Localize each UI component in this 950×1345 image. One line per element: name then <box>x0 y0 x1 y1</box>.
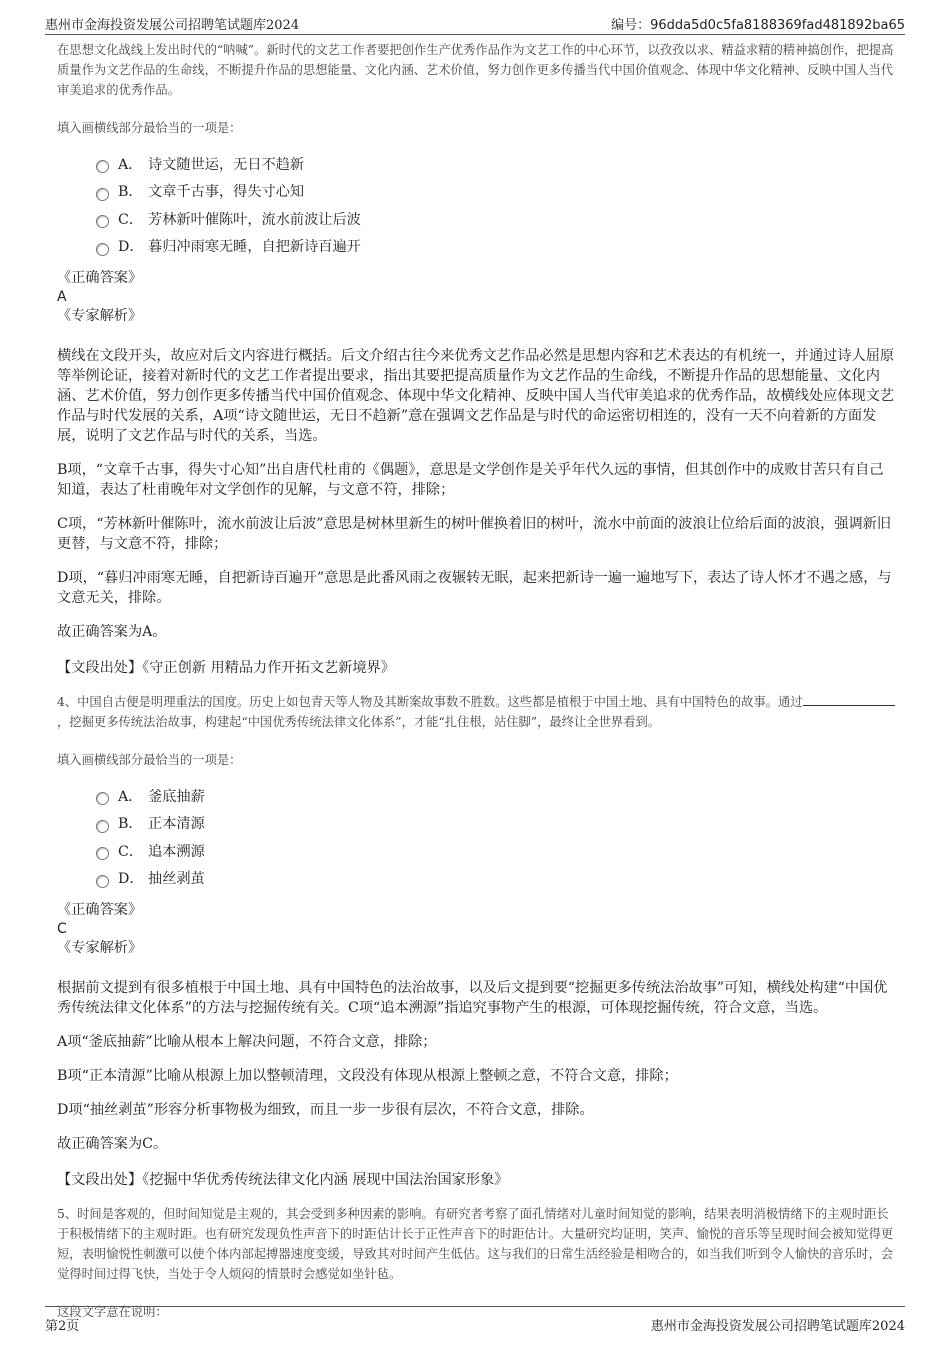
q3-options <box>57 150 895 260</box>
q4-answer-label: 《正确答案》 <box>57 902 143 918</box>
q4-options <box>57 782 895 892</box>
q4-analysis-para: A项“釜底抽薪”比喻从根本上解决问题，不符合文意，排除； <box>57 1034 437 1050</box>
q4-passage: 4、中国自古便是明理重法的国度。历史上如包青天等人物及其断案故事数不胜数。这些都是植根于中国土地、具有中国特色的故事。通过，挖掘更多传统法治故事，构建起“中国优秀传统法律文化体系”，才能“扎住根，站住脚”，最终让全世界看到。 <box>57 692 895 732</box>
q4-analysis-para: B项“正本清源”比喻从根源上加以整顿清理，文段没有体现从根源上整顿之意，不符合文意，排除； <box>57 1068 678 1084</box>
q3-passage: 在思想文化战线上发出时代的“呐喊”。新时代的文艺工作者要把创作生产优秀作品作为文艺工作的中心环节，以孜孜以求、精益求精的精神搞创作，把提高质量作为文艺作品的生命线，不断提升作品的思想能量、文化内涵、艺术价值，努力创作更多传播当代中国价值观念、体现中华文化精神、反映中国人当代审美追求的优秀作品。 <box>57 43 894 97</box>
q4-analysis-para: D项“抽丝剥茧”形容分析事物极为细致，而且一步一步很有层次，不符合文意，排除。 <box>57 1102 594 1118</box>
q3-analysis-para: D项，“暮归冲雨寒无睡，自把新诗百遍开”意思是此番风雨之夜辗转无眠，起来把新诗一遍一遍地写下，表达了诗人怀才不遇之感，与文意无关，排除。 <box>57 570 892 606</box>
q3-analysis-para: C项，“芳林新叶催陈叶，流水前波让后波”意思是树林里新生的树叶催换着旧的树叶，流水中前面的波浪让位给后面的波浪，强调新旧更替，与文意不符，排除； <box>57 516 892 552</box>
footer-title: 惠州市金海投资发展公司招聘笔试题库2024 <box>650 1319 905 1334</box>
q4-option-c[interactable]: C． 追本溯源 <box>57 837 895 865</box>
answer-blank <box>803 693 895 706</box>
q3-analysis-para: B项，“文章千古事，得失寸心知”出自唐代杜甫的《偶题》，意思是文学创作是关乎年代久远的事情，但其创作中的成败甘苦只有自己知道，表达了杜甫晚年对文学创作的见解，与文意不符，排除； <box>57 462 884 498</box>
radio-icon[interactable] <box>96 792 109 805</box>
document-id: 编号：96dda5d0c5fa8188369fad481892ba65 <box>611 18 905 33</box>
q4-analysis-para: 根据前文提到有很多植根于中国土地、具有中国特色的法治故事，以及后文提到要“挖掘更多传统法治故事”可知，横线处构建“中国优秀传统法律文化体系”的方法与挖掘传统有关。C项“追本溯源”指追究事物产生的根源，可体现挖掘传统，符合文意，当选。 <box>57 980 888 1016</box>
q4-analysis-conclusion: 故正确答案为C。 <box>57 1136 168 1152</box>
q3-analysis-para: 横线在文段开头，故应对后文内容进行概括。后文介绍古往今来优秀文艺作品必然是思想内容和艺术表达的有机统一，并通过诗人屈原等举例论证，接着对新时代的文艺工作者提出要求，指出其要把提高质量作为文艺作品的生命线，不断提升作品的思想能量、文化内涵、艺术价值，努力创作更多传播当代中国价值观念、体现中华文化精神、反映中国人当代审美追求的优秀作品，故横线处应体现文艺作品与时代发展的关系，A项“诗文随世运，无日不趋新”意在强调文艺作品是与时代的命运密切相连的，没有一天不向着新的方面发展，说明了文艺作品与时代的关系，当选。 <box>57 348 895 444</box>
page-number: 第2页 <box>45 1319 80 1334</box>
q4-option-a[interactable]: A． 釜底抽薪 <box>57 782 895 810</box>
header-title: 惠州市金海投资发展公司招聘笔试题库2024 <box>45 18 300 33</box>
q3-option-b[interactable]: B． 文章千古事，得失寸心知 <box>57 178 895 206</box>
q3-prompt: 填入画横线部分最恰当的一项是： <box>57 121 242 135</box>
q3-answer: A <box>57 289 67 305</box>
q3-option-d[interactable]: D． 暮归冲雨寒无睡，自把新诗百遍开 <box>57 233 895 261</box>
radio-icon[interactable] <box>96 243 109 256</box>
radio-icon[interactable] <box>96 847 109 860</box>
q3-option-a[interactable]: A． 诗文随世运，无日不趋新 <box>57 150 895 178</box>
radio-icon[interactable] <box>96 820 109 833</box>
q3-answer-label: 《正确答案》 <box>57 270 143 286</box>
q3-analysis-conclusion: 故正确答案为A。 <box>57 624 167 640</box>
radio-icon[interactable] <box>96 188 109 201</box>
page-content <box>57 40 895 1322</box>
radio-icon[interactable] <box>96 875 109 888</box>
page-header <box>45 8 905 35</box>
q5-prompt: 这段文字意在说明： <box>57 1305 168 1319</box>
q4-analysis-label: 《专家解析》 <box>57 940 143 956</box>
q3-source: 【文段出处】《守正创新 用精品力作开拓文艺新境界》 <box>57 660 395 676</box>
q4-source: 【文段出处】《挖掘中华优秀传统法律文化内涵 展现中国法治国家形象》 <box>57 1172 509 1188</box>
q4-option-b[interactable]: B． 正本清源 <box>57 810 895 838</box>
q4-answer: C <box>57 921 67 937</box>
q4-option-d[interactable]: D． 抽丝剥茧 <box>57 865 895 893</box>
q3-analysis-label: 《专家解析》 <box>57 308 143 324</box>
q3-option-c[interactable]: C． 芳林新叶催陈叶，流水前波让后波 <box>57 205 895 233</box>
radio-icon[interactable] <box>96 160 109 173</box>
radio-icon[interactable] <box>96 215 109 228</box>
q4-prompt: 填入画横线部分最恰当的一项是： <box>57 753 242 767</box>
page-footer <box>45 1306 905 1337</box>
q5-passage: 5、时间是客观的，但时间知觉是主观的，其会受到多种因素的影响。有研究者考察了面孔情绪对儿童时间知觉的影响，结果表明消极情绪下的主观时距长于积极情绪下的主观时距。也有研究发现负性声音下的时距估计长于正性声音下的时距估计。大量研究均证明，笑声、愉悦的音乐等呈现时间会被知觉得更短，表明愉悦性刺激可以使个体内部起搏器速度变缓，导致其对时间产生低估。这与我们的日常生活经验是相吻合的，如当我们听到令人愉快的音乐时，会觉得时间过得飞快，当处于令人烦闷的情景时会感觉如坐针毡。 <box>57 1207 894 1281</box>
